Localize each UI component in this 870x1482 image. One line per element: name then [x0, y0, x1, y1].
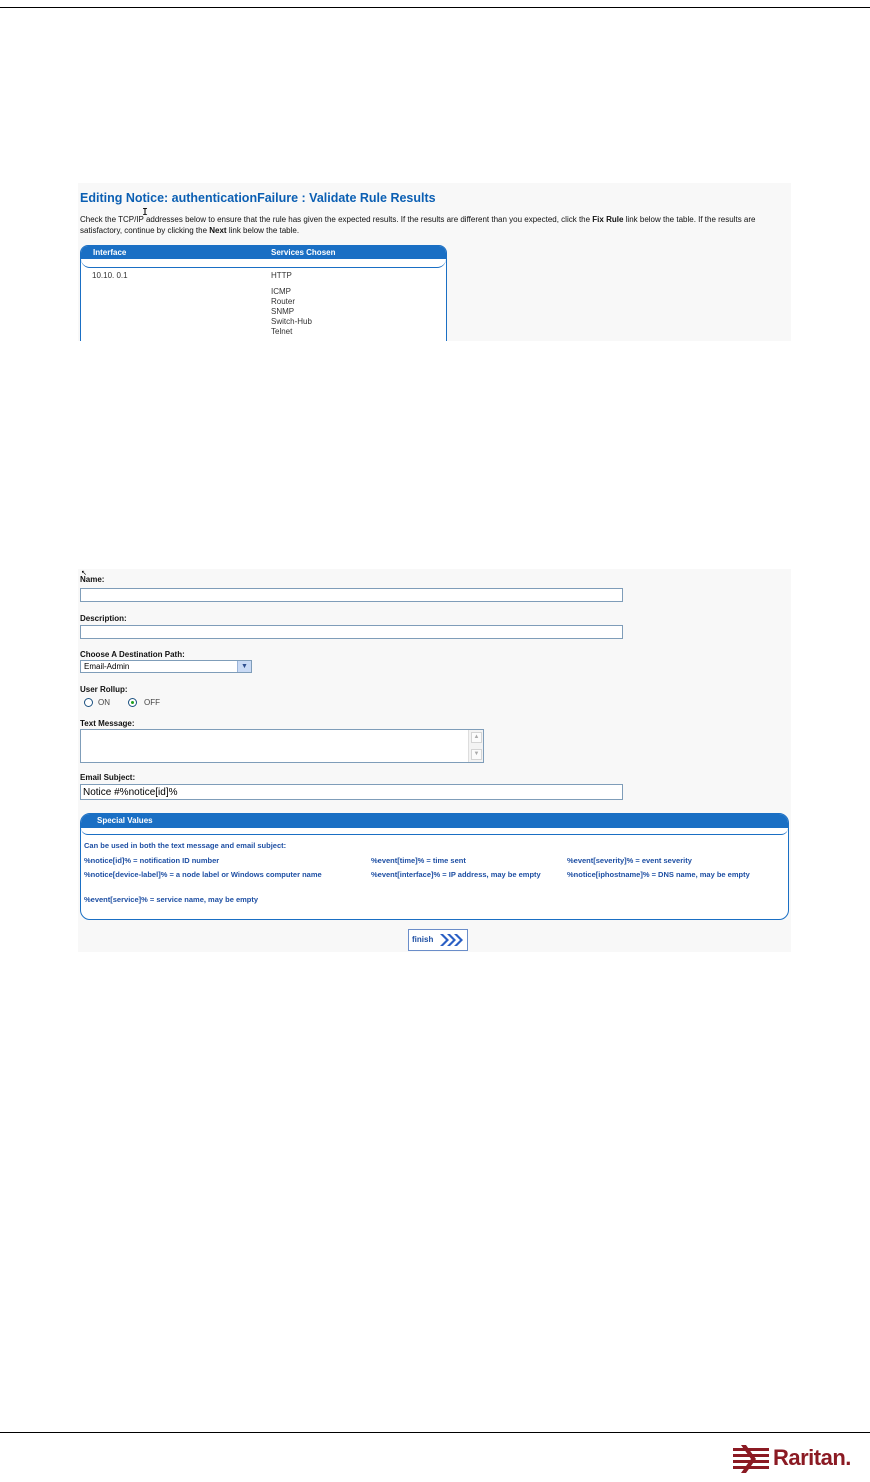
triple-chevron-right-icon: [439, 933, 465, 947]
special-value-item: %notice[device-label]% = a node label or Windows computer name: [84, 870, 322, 879]
instructions-part-2: link below the table. If the results are satisfactory, continue by clicking the: [80, 215, 756, 235]
special-values-title: Special Values: [97, 816, 153, 825]
raritan-logo-text: Raritan.: [773, 1445, 851, 1470]
special-value-item: %notice[iphostname]% = DNS name, may be empty: [567, 870, 750, 879]
textarea-scrollbar[interactable]: [468, 730, 483, 762]
instructions-part-3: link below the table.: [226, 226, 300, 235]
rollup-off-label: OFF: [144, 698, 160, 707]
name-input[interactable]: [80, 588, 623, 602]
service-cell: HTTP: [271, 271, 292, 280]
special-values-header-curve: [81, 828, 788, 835]
finish-button[interactable]: [408, 929, 468, 951]
column-header-interface: Interface: [93, 248, 127, 257]
email-subject-label: Email Subject:: [80, 773, 136, 782]
rollup-on-label: ON: [98, 698, 110, 707]
service-cell: Switch-Hub: [271, 317, 312, 326]
destination-path-value: Email-Admin: [84, 662, 130, 671]
service-cell: Router: [271, 297, 296, 306]
rollup-off-radio[interactable]: [128, 698, 137, 707]
scroll-down-icon[interactable]: ▼: [471, 749, 482, 760]
chevron-down-icon[interactable]: ▼: [237, 661, 251, 672]
raritan-logo: [733, 1443, 865, 1475]
special-value-item: %event[service]% = service name, may be empty: [84, 895, 259, 904]
next-link[interactable]: Next: [209, 226, 227, 235]
page-title: Editing Notice: authenticationFailure : Validate Rule Results: [80, 191, 436, 205]
special-value-item: %event[time]% = time sent: [371, 856, 466, 865]
results-table: [80, 245, 447, 341]
instructions-part-1: Check the TCP/IP addresses below to ensure that the rule has given the expected results. If the results are different than you expected, click the: [80, 215, 593, 224]
service-cell: SNMP: [271, 307, 295, 316]
special-value-item: %notice[id]% = notification ID number: [84, 856, 220, 865]
destination-path-label: Choose A Destination Path:: [80, 650, 185, 659]
raritan-logo-mark-icon: [733, 1445, 769, 1473]
scroll-up-icon[interactable]: ▲: [471, 732, 482, 743]
text-message-textarea[interactable]: [80, 729, 484, 763]
header-rule: [0, 7, 870, 8]
description-input[interactable]: [80, 625, 623, 639]
instructions-text: [80, 214, 788, 236]
special-values-panel: [80, 813, 789, 920]
fix-rule-link[interactable]: Fix Rule: [592, 215, 624, 224]
interface-cell: 10.10. 0.1: [92, 271, 128, 280]
description-label: Description:: [80, 614, 127, 623]
table-header: [81, 246, 446, 259]
validate-rule-screenshot: [78, 183, 791, 341]
service-cell: Telnet: [271, 327, 293, 336]
special-value-item: %event[interface]% = IP address, may be empty: [371, 870, 541, 879]
email-subject-input[interactable]: [80, 784, 623, 800]
service-cell: ICMP: [271, 287, 291, 296]
finish-label: finish: [412, 935, 434, 944]
text-cursor-icon: I: [142, 207, 149, 218]
footer-rule: [0, 1432, 870, 1433]
special-values-header: [81, 814, 788, 828]
column-header-services: Services Chosen: [271, 248, 336, 257]
name-label: Name:: [80, 575, 105, 584]
special-values-intro: Can be used in both the text message and email subject:: [84, 841, 287, 850]
destination-path-select[interactable]: [80, 660, 252, 673]
rollup-on-radio[interactable]: [84, 698, 93, 707]
notice-form-screenshot: [78, 569, 791, 952]
table-header-curve: [81, 259, 446, 268]
text-message-label: Text Message:: [80, 719, 135, 728]
mouse-cursor-icon: ↖: [81, 570, 87, 577]
special-value-item: %event[severity]% = event severity: [567, 856, 692, 865]
user-rollup-label: User Rollup:: [80, 685, 128, 694]
